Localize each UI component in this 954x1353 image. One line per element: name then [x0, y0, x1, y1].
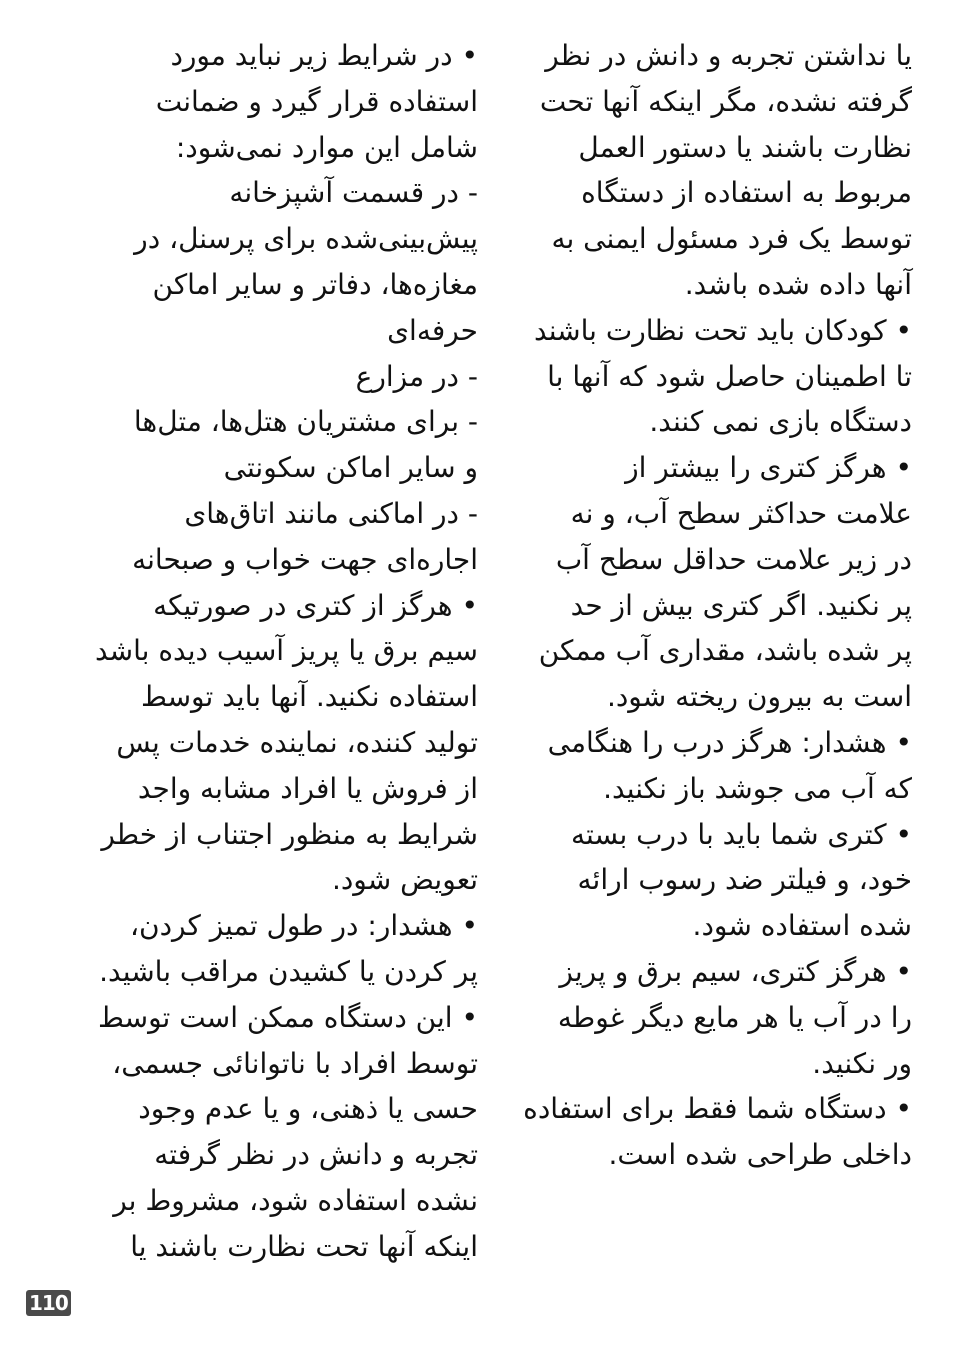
text-line: • هرگز از کتری در صورتیکه [153, 588, 478, 622]
text-line: • کتری شما باید با درب بسته [571, 817, 912, 851]
text-line: مربوط به استفاده از دستگاه [581, 176, 912, 210]
text-line: حسی یا ذهنی، و یا عدم وجود [138, 1092, 478, 1126]
text-line: تجربه و دانش در نظر گرفته [154, 1138, 478, 1172]
text-line: یا نداشتن تجربه و دانش در نظر [545, 39, 912, 72]
right-text-column [500, 33, 912, 1178]
text-line: از فروش یا افراد مشابه واجد [137, 771, 478, 805]
text-line: تا اطمینان حاصل شود که آنها با [547, 359, 912, 393]
text-line: داخلی طراحی شده است. [608, 1138, 912, 1172]
text-line: • این دستگاه ممکن است توسط [98, 1000, 478, 1034]
text-line: اینکه آنها تحت نظارت باشند یا [130, 1229, 478, 1263]
text-line: تعویض شود. [331, 863, 478, 897]
text-line: اجاره‌ای جهت خواب و صبحانه [132, 542, 478, 576]
text-line: • کودکان باید تحت نظارت باشند [534, 313, 912, 347]
text-line: آنها داده شده باشد. [684, 267, 912, 301]
page-number: 110 [26, 1290, 71, 1316]
text-line: در زیر علامت حداقل سطح آب [555, 542, 912, 576]
text-line: - در اماکنی مانند اتاق‌های [184, 496, 478, 530]
text-line: پر کردن یا کشیدن مراقب باشید. [99, 954, 478, 988]
text-line: پیش‌بینی‌شده برای پرسنل، در [134, 222, 478, 256]
text-line: شرایط به منظور اجتناب از خطر [101, 817, 478, 851]
text-line: • هشدار: هرگز درب را هنگامی [547, 725, 912, 759]
text-line: توسط افراد با ناتوانائی جسمی، [112, 1046, 478, 1080]
text-line: تولید کننده، نماینده خدمات پس [116, 725, 478, 759]
text-line: - در قسمت آشپزخانه [229, 176, 478, 210]
text-line: توسط یک فرد مسئول ایمنی به [551, 222, 912, 256]
text-line: نشده استفاده شود، مشروط بر [113, 1183, 478, 1217]
text-line: علامت حداکثر سطح آب، و نه [570, 496, 912, 530]
text-line: - برای مشتریان هتل‌ها، متل‌ها [133, 405, 478, 439]
text-line: خود، و فیلتر ضد رسوب ارائه [577, 863, 912, 897]
text-line: • دستگاه شما فقط برای استفاده [523, 1092, 912, 1126]
text-line: حرفه‌ای [387, 313, 478, 347]
text-line: مغازه‌ها، دفاتر و سایر اماکن [152, 267, 478, 301]
text-line: • در شرایط زیر نباید مورد [170, 39, 478, 72]
text-line: گرفته نشده، مگر اینکه آنها تحت [539, 84, 912, 118]
text-line: • هرگز کتری، سیم برق و پریز [559, 954, 912, 988]
text-line: • هرگز کتری را بیشتر از [625, 451, 912, 485]
text-line: را در آب یا هر مایع دیگر غوطه [557, 1000, 912, 1034]
text-line: نظارت باشند یا دستور العمل [578, 130, 912, 164]
text-line: • هشدار: در طول تمیز کردن، [129, 909, 478, 943]
text-line: ور نکنید. [812, 1046, 912, 1080]
text-line: شامل این موارد نمی‌شود: [175, 130, 478, 164]
text-line: دستگاه بازی نمی کنند. [649, 405, 912, 439]
left-text-column [64, 33, 478, 1270]
text-line: شده استفاده شود. [692, 909, 912, 943]
text-line: پر شده باشد، مقداری آب ممکن [538, 634, 912, 668]
text-line: است به بیرون ریخته شود. [606, 680, 912, 714]
text-line: استفاده نکنید. آنها باید توسط [141, 680, 478, 714]
text-line: - در مزارع [355, 359, 478, 393]
text-line: که آب می جوشد باز نکنید. [603, 771, 912, 805]
text-line: و سایر اماکن سکونتی [223, 451, 478, 485]
text-line: پر نکنید. اگر کتری بیش از حد [570, 588, 912, 622]
text-line: سیم برق یا پریز آسیب دیده باشد [94, 634, 478, 668]
text-line: استفاده قرار گیرد و ضمانت [155, 84, 478, 118]
